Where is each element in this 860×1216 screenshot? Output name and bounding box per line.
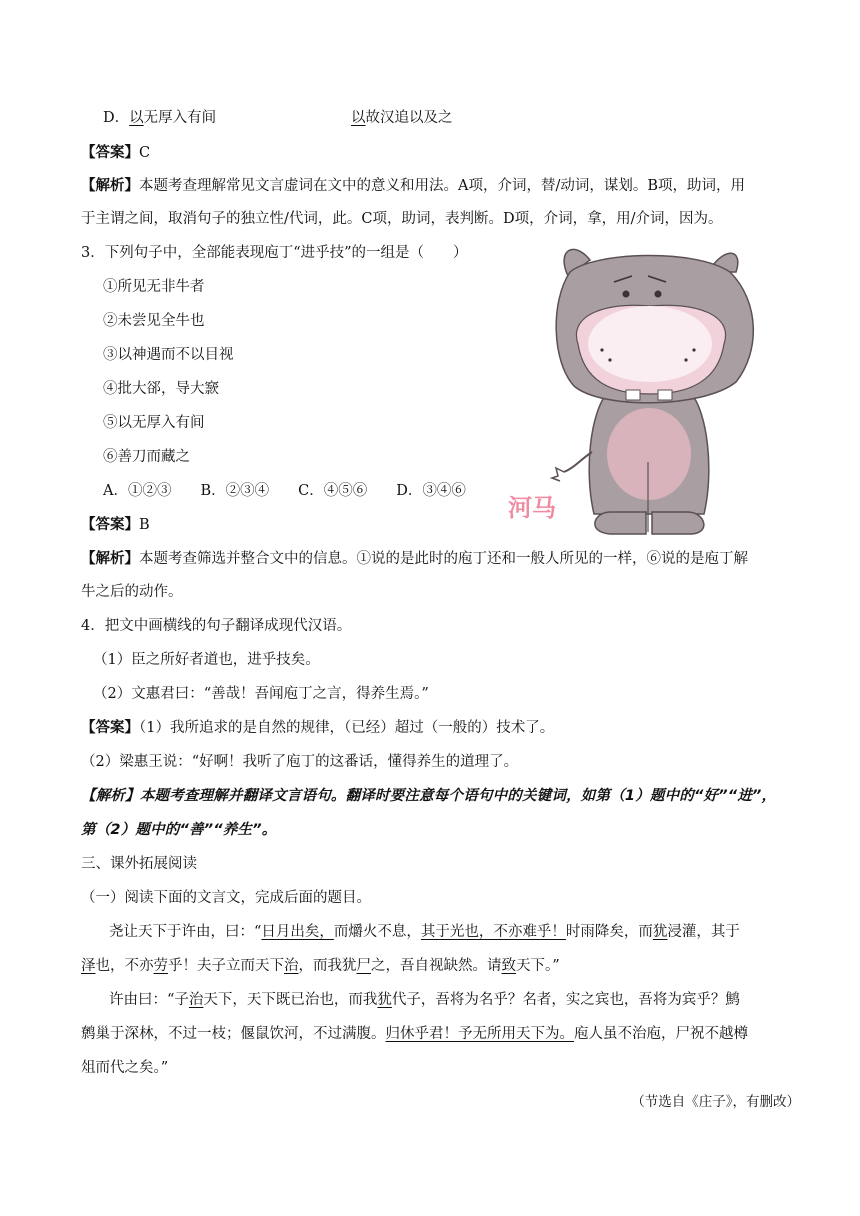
q4-analysis-line-2: 第（2）题中的“善”“养生”。	[81, 822, 277, 838]
text: 尧让天下于许由，曰：“	[109, 924, 262, 940]
underlined-text: 治	[284, 958, 299, 974]
text: 时雨降矣，而	[565, 924, 653, 940]
hippo-label: 河马	[508, 494, 556, 522]
text: 天下。”	[516, 958, 560, 974]
text: 代子，吾将为名乎？名者，实之宾也，吾将为宾乎？鹪	[391, 992, 740, 1008]
section-title: 三、课外拓展阅读	[81, 856, 197, 872]
underlined-text: 尸	[356, 958, 371, 974]
q3-stem: 3．下列句子中，全部能表现庖丁“进乎技”的一组是（ ）	[81, 245, 468, 261]
q3-item-6: ⑥善刀而藏之	[103, 449, 190, 465]
passage-p2-line-2	[81, 1024, 748, 1044]
option-d-right-text: 故汉追以及之	[365, 110, 453, 126]
analysis-text: 本题考查理解并翻译文言语句。翻译时要注意每个语句中的关键词，如第（1）题中的“好”“进”，	[139, 788, 777, 804]
text: ，而我犹	[298, 958, 357, 974]
part-1-instruction: （一）阅读下面的文言文，完成后面的题目。	[81, 890, 371, 906]
q3-analysis-line-2: 牛之后的动作。	[81, 584, 183, 600]
text: 也，不亦	[95, 958, 154, 974]
underlined-text: 致	[501, 958, 516, 974]
q3-answer	[81, 515, 150, 535]
hippo-illustration	[498, 232, 770, 538]
underlined-text: 泽	[81, 958, 96, 974]
text: 许由曰：“子	[109, 992, 189, 1008]
text: 浸灌，其于	[667, 924, 740, 940]
underlined-text: 日月出矣，	[261, 924, 334, 940]
analysis-label: 【解析】	[81, 788, 140, 804]
text: 之，吾自视缺然。请	[371, 958, 502, 974]
passage-p1-line-1	[109, 922, 740, 942]
underlined-text: 劳	[153, 958, 168, 974]
option-d-right	[351, 108, 453, 128]
q3-analysis-line-1	[81, 549, 748, 569]
answer-text: （1）我所追求的是自然的规律，（已经）超过（一般的）技术了。	[139, 720, 555, 736]
q3-item-3: ③以神遇而不以目视	[103, 347, 234, 363]
text: 鹩巢于深林，不过一枝；偃鼠饮河，不过满腹。	[81, 1026, 386, 1042]
answer-value: C	[139, 145, 151, 161]
q4-analysis-line-1	[81, 786, 776, 806]
text: 庖人虽不治庖，尸祝不越樽	[574, 1026, 748, 1042]
underlined-text: 归休乎君！予无所用天下为。	[385, 1026, 574, 1042]
analysis-text: 本题考查筛选并整合文中的信息。①说的是此时的庖丁还和一般人所见的一样，⑥说的是庖丁解	[139, 551, 748, 567]
answer-label: 【答案】	[81, 516, 139, 533]
q2-analysis-line-2: 于主谓之间，取消句子的独立性/代词，此。C项，助词，表判断。D项，介词，拿，用/介词，因为。	[81, 211, 723, 227]
q4-sentence-2: （2）文惠君曰：“善哉！吾闻庖丁之言，得养生焉。”	[93, 686, 429, 702]
text: 天下，天下既已治也，而我	[203, 992, 378, 1008]
q2-analysis-line-1	[81, 176, 745, 196]
answer-label: 【答案】	[81, 144, 139, 161]
q4-answer-line-1	[81, 718, 554, 738]
answer-value: B	[139, 517, 150, 533]
underlined-text: 犹	[652, 924, 668, 940]
option-d	[103, 108, 216, 128]
text: 而爝火不息，	[333, 924, 421, 940]
q3-item-5: ⑤以无厚入有间	[103, 415, 205, 431]
option-d-prefix: D．	[103, 110, 130, 126]
option-d-right-underlined: 以	[351, 110, 366, 126]
passage-source: （节选自《庄子》，有删改）	[631, 1094, 800, 1110]
q3-item-2: ②未尝见全牛也	[103, 313, 205, 329]
analysis-text: 本题考查理解常见文言虚词在文中的意义和用法。A项，介词，替/动词，谋划。B项，助词，用	[139, 178, 746, 194]
passage-p2-line-1	[109, 990, 740, 1010]
analysis-label: 【解析】	[81, 177, 139, 194]
q3-choices: A．①②③ B．②③④ C．④⑤⑥ D．③④⑥	[103, 483, 466, 499]
option-d-left-underlined: 以	[129, 110, 144, 126]
text: 乎！夫子立而天下	[168, 958, 284, 974]
q3-item-1: ①所见无非牛者	[103, 279, 205, 295]
answer-label: 【答案】	[81, 719, 139, 736]
q4-answer-line-2: （2）梁惠王说：“好啊！我听了庖丁的这番话，懂得养生的道理了。	[81, 754, 519, 770]
option-d-left-text: 无厚入有间	[143, 110, 217, 126]
underlined-text: 犹	[377, 992, 392, 1008]
q3-item-4: ④批大郤，导大窾	[103, 381, 219, 397]
passage-p1-line-2	[81, 956, 560, 976]
passage-p2-line-3: 俎而代之矣。”	[81, 1060, 169, 1076]
underlined-text: 其于光也，不亦难乎！	[420, 924, 566, 940]
analysis-label: 【解析】	[81, 550, 139, 567]
q4-stem: 4．把文中画横线的句子翻译成现代汉语。	[81, 618, 352, 634]
q2-answer	[81, 143, 150, 163]
underlined-text: 治	[188, 992, 204, 1008]
q4-sentence-1: （1）臣之所好者道也，进乎技矣。	[93, 652, 320, 668]
